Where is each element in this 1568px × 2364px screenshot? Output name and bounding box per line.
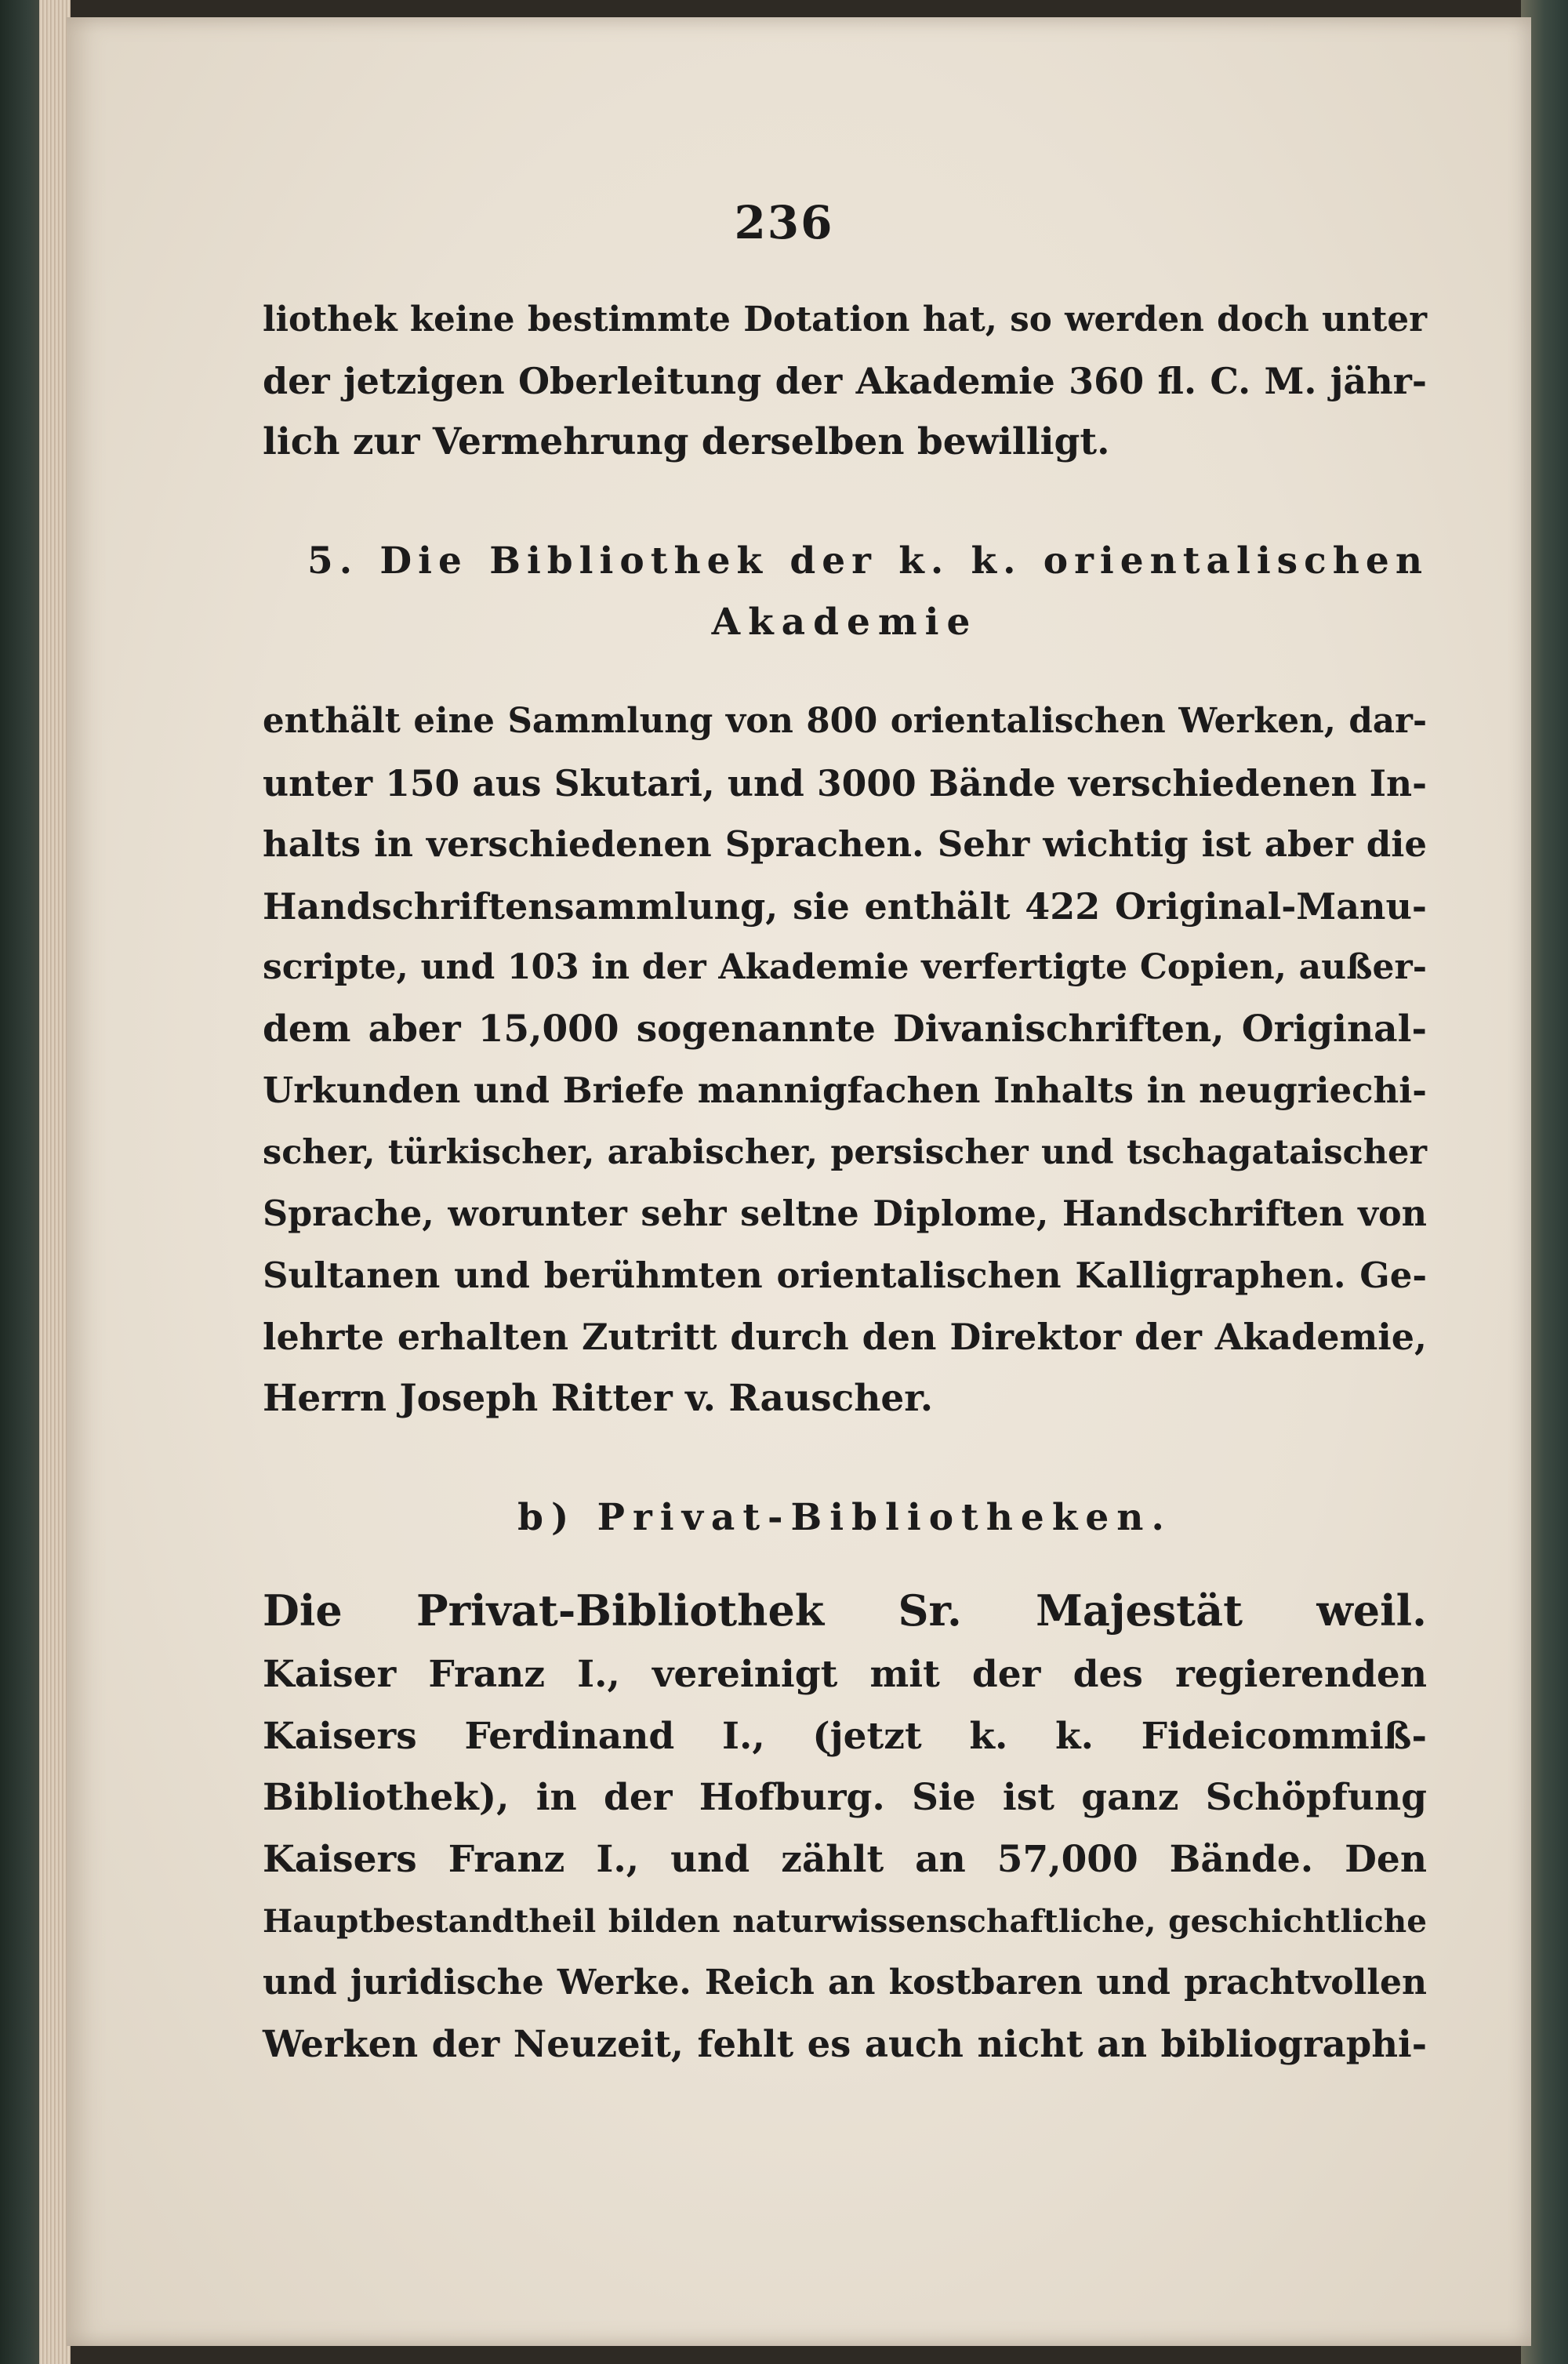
- section-heading: b) Privat-Bibliotheken.: [517, 1496, 1172, 1539]
- paragraph-line: Kaiser Franz I., vereinigt mit der des regierenden: [263, 1653, 1427, 1696]
- paragraph-line: Bibliothek), in der Hofburg. Sie ist ganz Schöpfung: [263, 1776, 1427, 1819]
- paragraph-line: Kaisers Franz I., und zählt an 57,000 Bände. Den: [263, 1838, 1427, 1881]
- paragraph-line: Die Privat-Bibliothek Sr. Majestät weil.: [263, 1585, 1427, 1636]
- paragraph-line: halts in verschiedenen Sprachen. Sehr wichtig ist aber die: [263, 823, 1427, 865]
- paragraph-line: Urkunden und Briefe mannigfachen Inhalts in neugriechi-: [263, 1069, 1427, 1111]
- paragraph-line: der jetzigen Oberleitung der Akademie 360 fl. C. M. jähr-: [263, 360, 1427, 402]
- paragraph-line: unter 150 aus Skutari, und 3000 Bände verschiedenen In-: [263, 762, 1427, 804]
- paragraph-line: Handschriftensammlung, sie enthält 422 Original-Manu-: [263, 885, 1427, 928]
- section-heading-continued: Akademie: [711, 601, 978, 644]
- paragraph-line: lehrte erhalten Zutritt durch den Direktor der Akademie,: [263, 1316, 1427, 1358]
- paragraph-line: liothek keine bestimmte Dotation hat, so werden doch unter: [263, 300, 1427, 340]
- paragraph-line: lich zur Vermehrung derselben bewilligt.: [263, 420, 1110, 463]
- page-number: 236: [734, 196, 834, 249]
- paragraph-line: scher, türkischer, arabischer, persischer und tschagataischer: [263, 1133, 1427, 1172]
- paragraph-line: und juridische Werke. Reich an kostbaren und prachtvollen: [263, 1963, 1427, 2003]
- paragraph-line: Sprache, worunter sehr seltne Diplome, Handschriften von: [263, 1193, 1427, 1234]
- paragraph-line: enthält eine Sammlung von 800 orientalischen Werken, dar-: [263, 701, 1427, 741]
- paragraph-line: dem aber 15,000 sogenannte Divanischriften, Original-: [263, 1008, 1427, 1051]
- paragraph-line: Sultanen und berühmten orientalischen Kalligraphen. Ge-: [263, 1255, 1427, 1296]
- page-edges: [39, 0, 71, 2364]
- paragraph-line: Kaisers Ferdinand I., (jetzt k. k. Fideicommiß-: [263, 1715, 1427, 1758]
- section-heading: 5. Die Bibliothek der k. k. orientalischen: [307, 539, 1428, 583]
- paragraph-line: Herrn Joseph Ritter v. Rauscher.: [263, 1377, 934, 1420]
- paragraph-line: scripte, und 103 in der Akademie verfertigte Copien, außer-: [263, 947, 1427, 987]
- paragraph-line: Werken der Neuzeit, fehlt es auch nicht an bibliographi-: [263, 2022, 1427, 2065]
- paragraph-line: Hauptbestandtheil bilden naturwissenschaftliche, geschichtliche: [263, 1902, 1427, 1940]
